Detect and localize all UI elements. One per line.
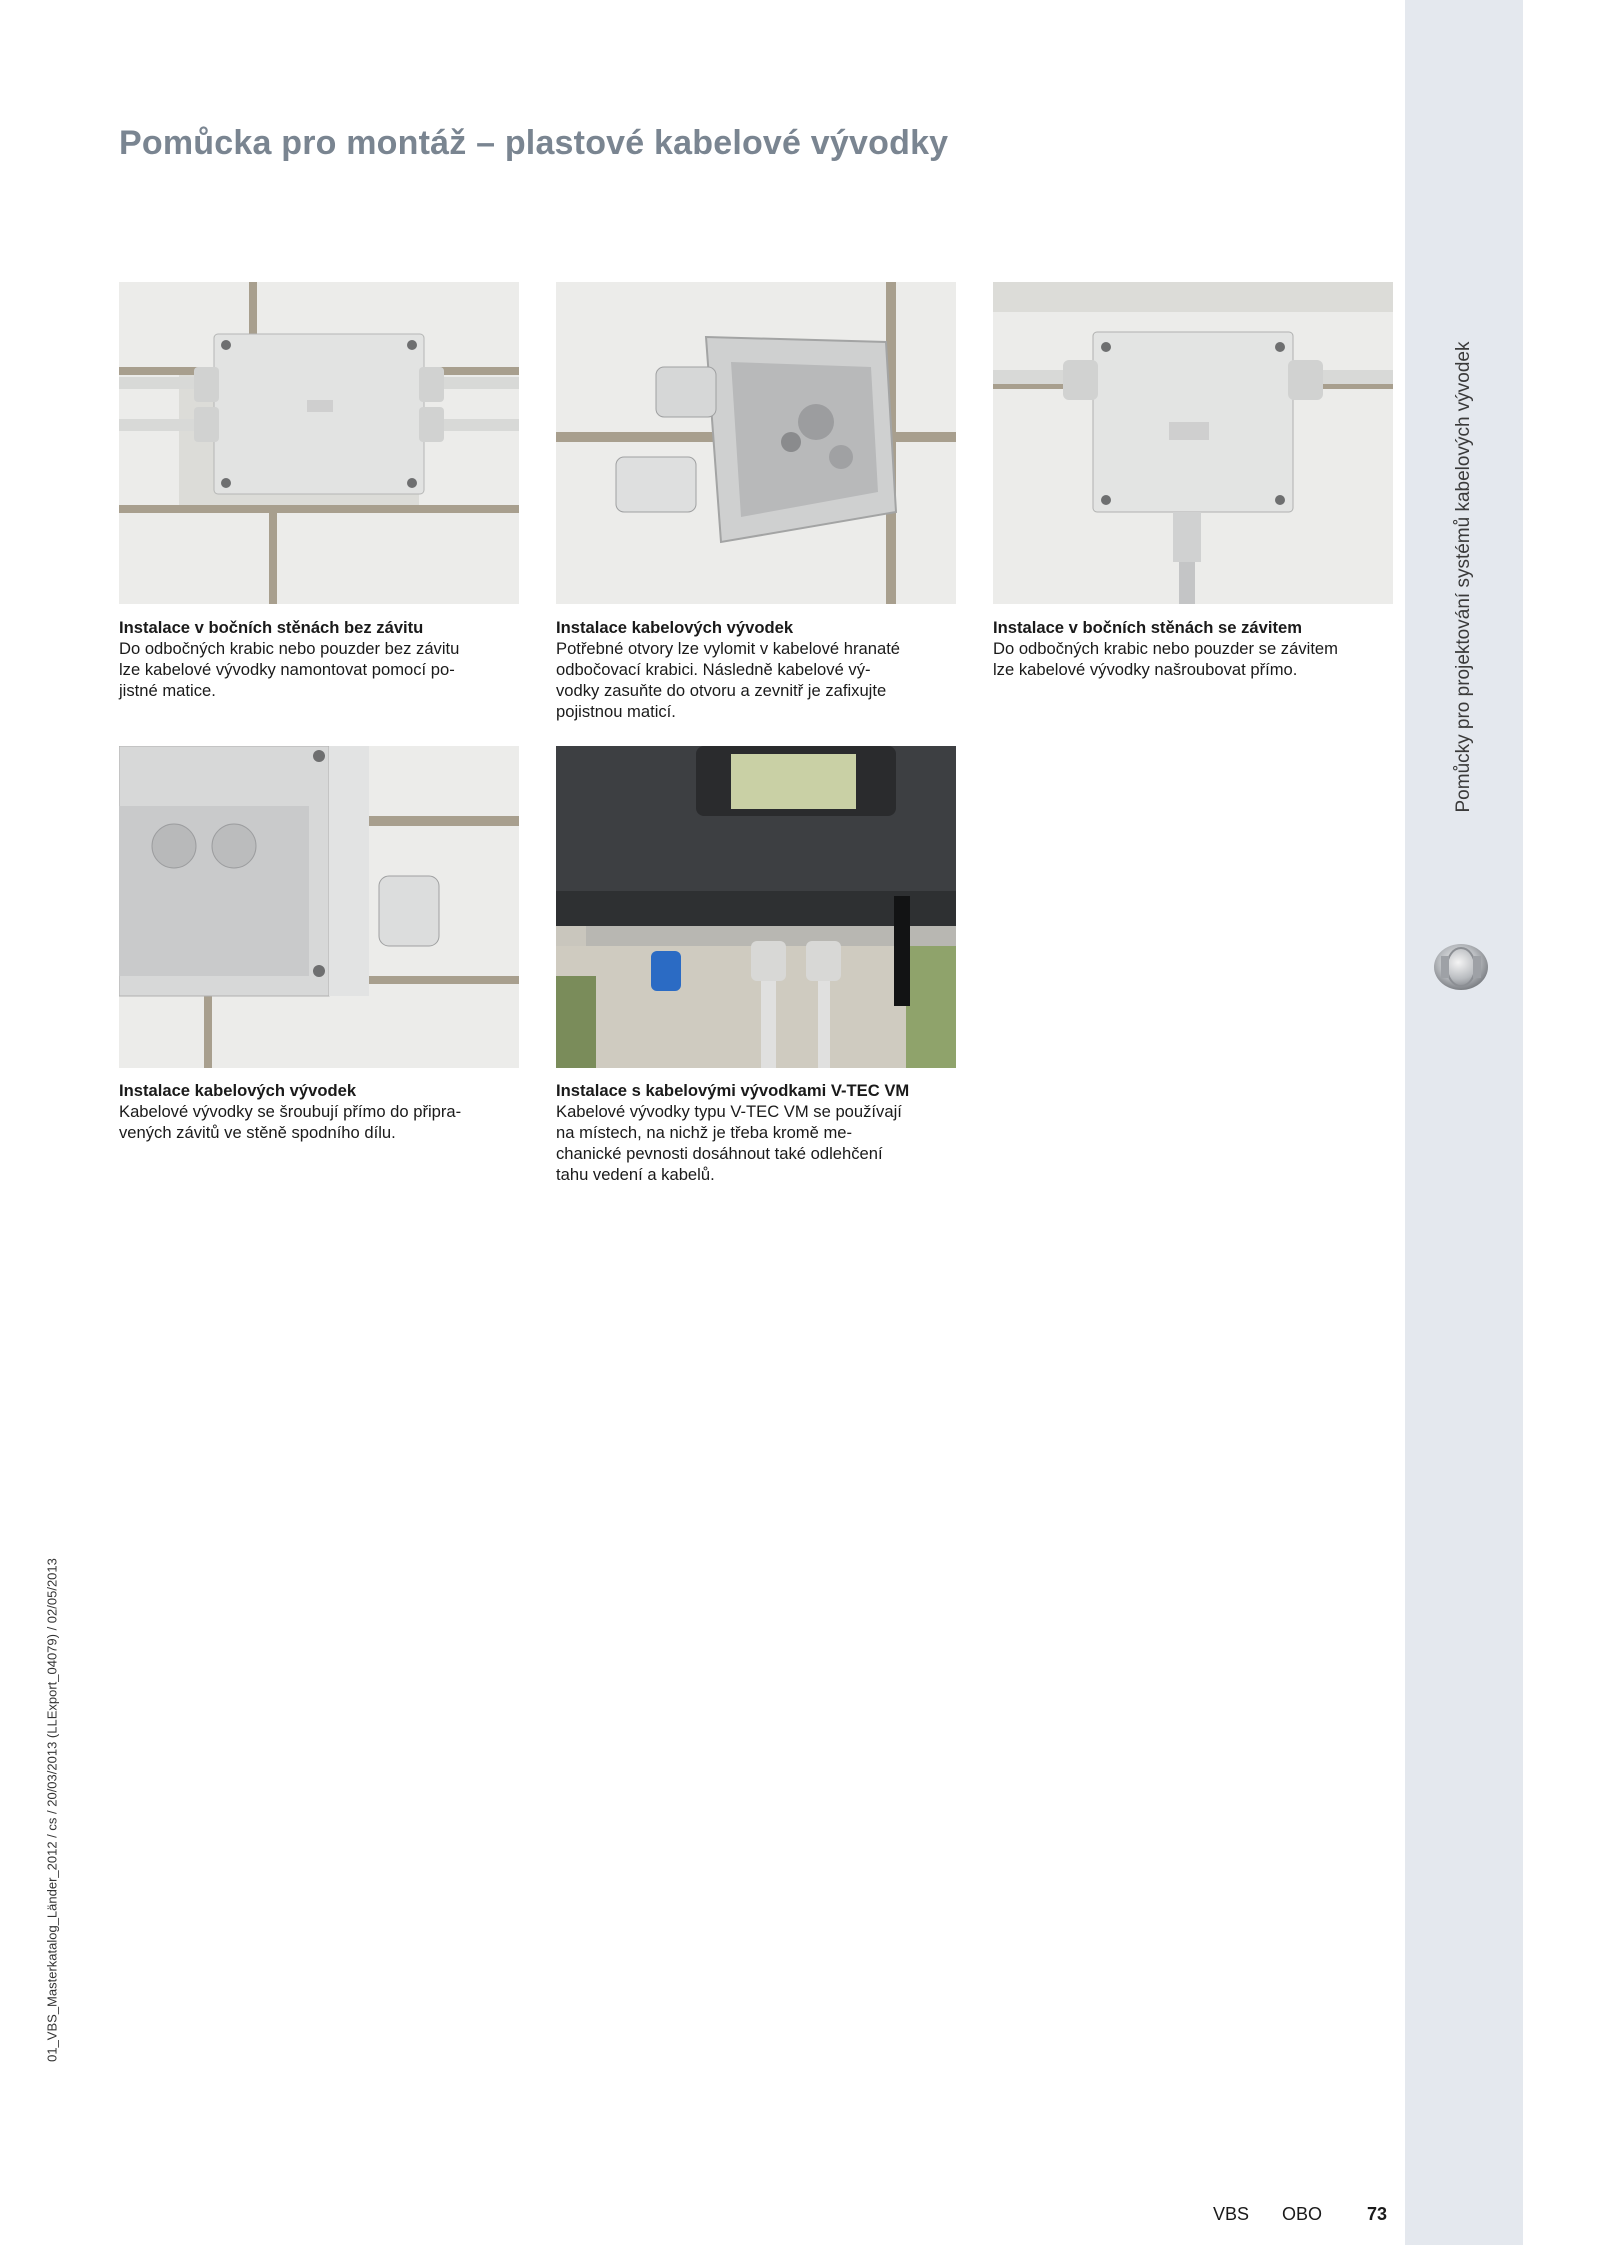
caption-line: odbočovací krabici. Následně kabelové vý- [556,660,871,679]
photo-box-without-thread [119,282,519,604]
caption-line: lze kabelové vývodky namontovat pomocí po- [119,660,455,679]
photo-box-with-thread [993,282,1393,604]
page-title: Pomůcka pro montáž – plastové kabelové vývodky [119,124,949,162]
caption-open-box-knockouts [556,617,956,722]
caption-line: vodky zasuňte do otvoru a zevnitř je zafixujte [556,681,887,700]
caption-line: jistné matice. [119,681,216,700]
caption-title: Instalace kabelových vývodek [119,1081,357,1100]
sidebar-title: Pomůcky pro projektování systémů kabelových vývodek [1453,341,1474,813]
footer-brand-vbs: VBS [1213,2204,1250,2224]
caption-line: Do odbočných krabic nebo pouzder se závitem [993,639,1338,658]
caption-box-without-thread [119,617,519,701]
caption-line: Do odbočných krabic nebo pouzder bez závitu [119,639,460,658]
caption-box-with-thread [993,617,1393,680]
caption-line: tahu vedení a kabelů. [556,1165,715,1184]
photo-vtec-vm-device [556,746,956,1068]
caption-line: na místech, na nichž je třeba kromě me- [556,1123,853,1142]
caption-line: Kabelové vývodky typu V-TEC VM se používají [556,1102,902,1121]
caption-title: Instalace v bočních stěnách se závitem [993,618,1302,637]
caption-title: Instalace s kabelovými vývodkami V-TEC VM [556,1081,910,1100]
photo-open-box-knockouts [556,282,956,604]
caption-threaded-gland-box [119,1080,519,1143]
footer-brand-obo: OBO [1282,2204,1323,2224]
caption-line: chanické pevnosti dosáhnout také odlehčení [556,1144,883,1163]
caption-line: Potřebné otvory lze vylomit v kabelové hranaté [556,639,901,658]
caption-line: Kabelové vývodky se šroubují přímo do připra- [119,1102,462,1121]
cable-gland-icon [1433,942,1489,992]
page-number: 73 [1367,2204,1388,2224]
sidebar-band [1405,0,1523,2245]
caption-line: vených závitů ve stěně spodního dílu. [119,1123,396,1142]
photo-threaded-gland-box [119,746,519,1068]
document-meta-vertical: 01_VBS_Masterkatalog_Länder_2012 / cs / 20/03/2013 (LLExport_04079) / 02/05/2013 [44,1558,60,2062]
caption-line: pojistnou maticí. [556,702,676,721]
caption-title: Instalace v bočních stěnách bez závitu [119,618,424,637]
caption-line: lze kabelové vývodky našroubovat přímo. [993,660,1298,679]
caption-title: Instalace kabelových vývodek [556,618,794,637]
caption-vtec-vm [556,1080,956,1185]
